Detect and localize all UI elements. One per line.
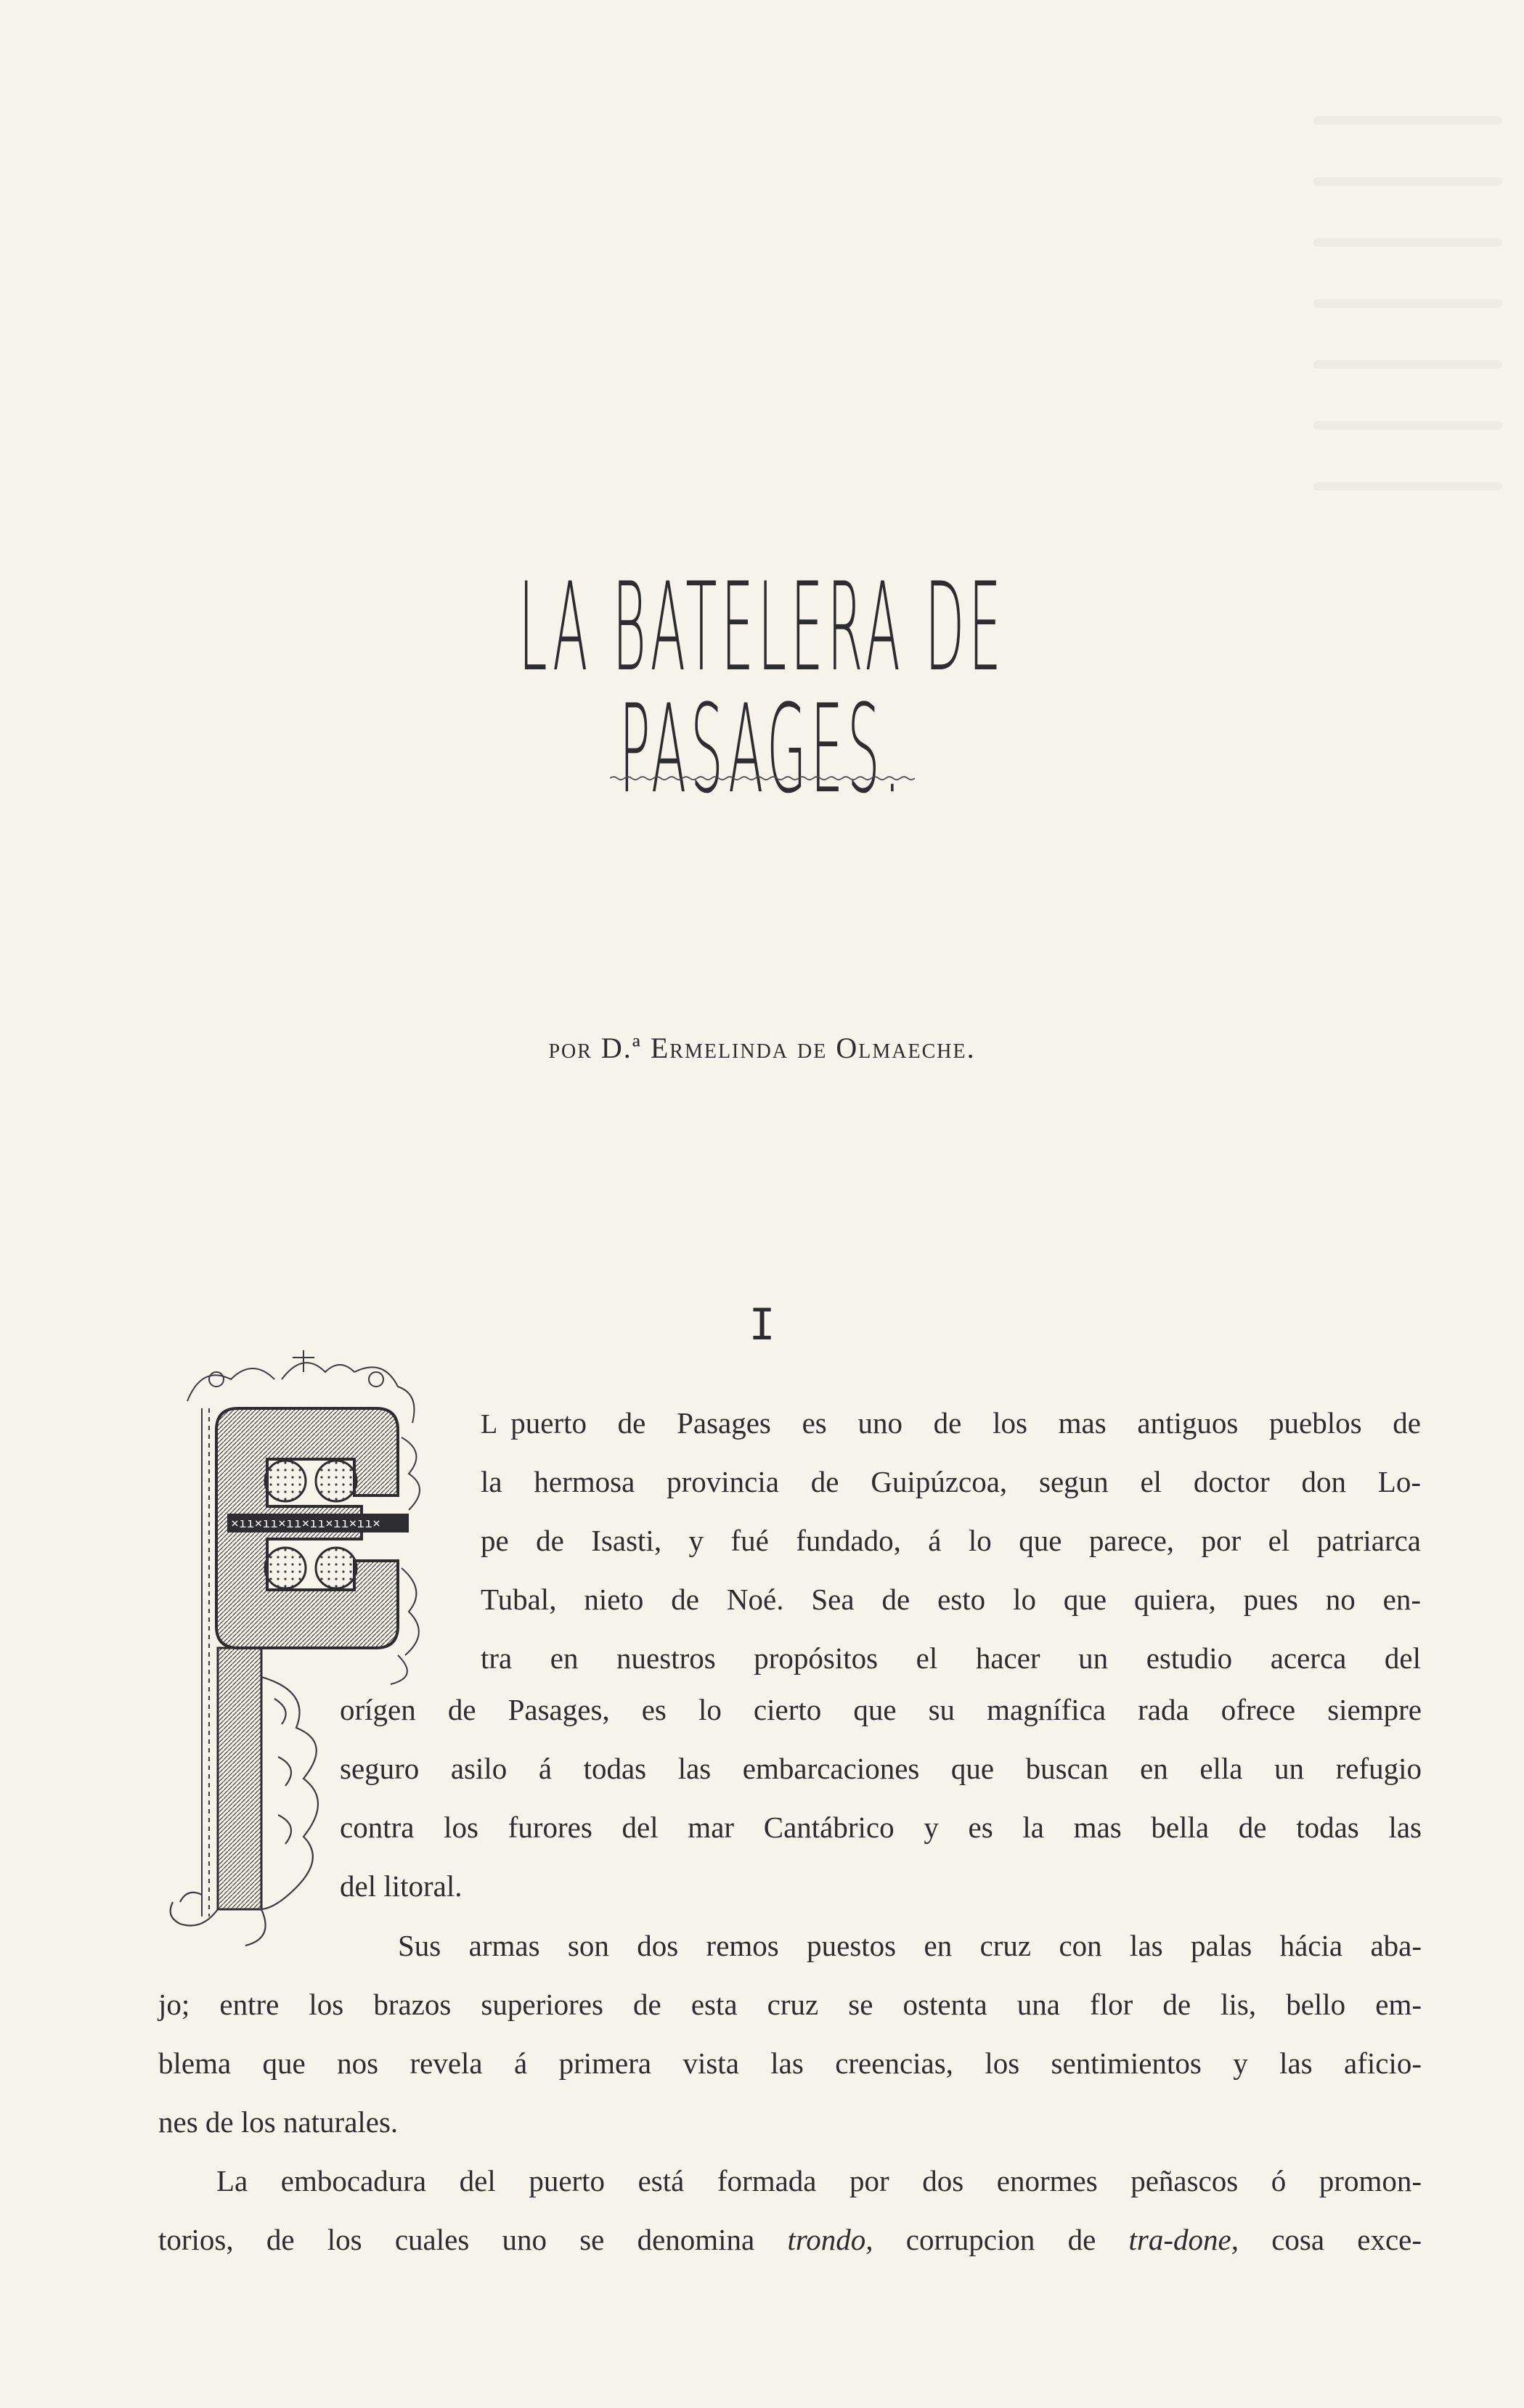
byline-honorific: D.ª bbox=[600, 1032, 642, 1064]
author-byline bbox=[0, 1031, 1524, 1065]
decorative-rule bbox=[610, 775, 915, 781]
text-line: pe de Isasti, y fué fundado, á lo que parece, por el patriarca bbox=[481, 1524, 1421, 1557]
text-line: Sus armas son dos remos puestos en cruz con las palas hácia aba- bbox=[398, 1929, 1422, 1962]
text-line: nes de los naturales. bbox=[158, 2105, 399, 2139]
text-line: del litoral. bbox=[340, 1869, 463, 1903]
text-line: la hermosa provincia de Guipúzcoa, segun el doctor don Lo- bbox=[481, 1465, 1421, 1498]
italic-term: tra-done, bbox=[1128, 2223, 1239, 2256]
text-line bbox=[158, 2211, 1422, 2269]
paragraph-2-and-3 bbox=[158, 1917, 1422, 2269]
text-line: La embocadura del puerto está formada por dos enormes peñascos ó promon- bbox=[216, 2164, 1422, 2197]
text-fragment: cosa exce- bbox=[1271, 2223, 1422, 2256]
bleed-through-texture bbox=[1313, 116, 1502, 552]
text-line: orígen de Pasages, es lo cierto que su magnífica rada ofrece siempre bbox=[340, 1693, 1422, 1726]
byline-author: Ermelinda de Olmaeche. bbox=[650, 1032, 976, 1064]
italic-term: trondo, bbox=[787, 2223, 873, 2256]
text-line: Tubal, nieto de Noé. Sea de esto lo que quiera, pues no en- bbox=[481, 1583, 1421, 1616]
text-line: tra en nuestros propósitos el hacer un estudio acerca del bbox=[481, 1641, 1421, 1675]
text-line: seguro asilo á todas las embarcaciones que buscan en ella un refugio bbox=[340, 1752, 1422, 1785]
text-line: blema que nos revela á primera vista las creencias, los sentimientos y las aficio- bbox=[158, 2046, 1422, 2080]
first-letter: L bbox=[481, 1409, 498, 1440]
page-title: LA BATELERA DE PASAGES. bbox=[518, 556, 1006, 820]
byline-prefix: por bbox=[548, 1032, 592, 1064]
paragraph-1-continued bbox=[340, 1681, 1422, 1916]
text-line: contra los furores del mar Cantábrico y es la mas bella de todas las bbox=[340, 1811, 1422, 1844]
text-line bbox=[481, 1394, 1421, 1453]
text-fragment: torios, de los cuales uno se denomina bbox=[158, 2223, 755, 2256]
paragraph-1-indented bbox=[481, 1394, 1421, 1688]
text-line-content: puerto de Pasages es uno de los mas antiguos pueblos de bbox=[510, 1406, 1421, 1440]
section-number: I bbox=[749, 1299, 775, 1350]
text-line: jo; entre los brazos superiores de esta cruz se ostenta una flor de lis, bello em- bbox=[158, 1988, 1422, 2021]
text-fragment: corrupcion de bbox=[905, 2223, 1096, 2256]
svg-text:×ıı×ıı×ıı×ıı×ıı×ıı×: ×ıı×ıı×ıı×ıı×ıı×ıı× bbox=[231, 1516, 380, 1531]
